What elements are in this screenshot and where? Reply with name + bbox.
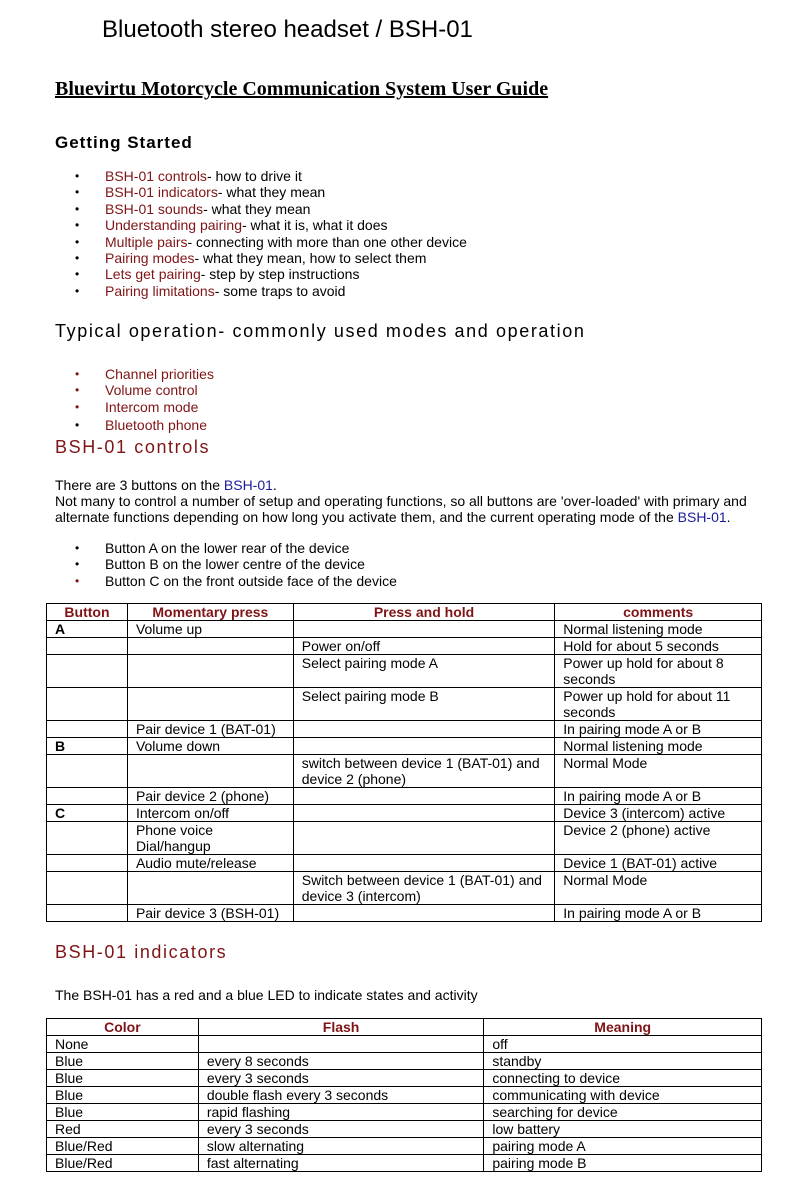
table-row xyxy=(47,788,762,805)
table-cell: Pair device 3 (BSH-01) xyxy=(127,905,293,922)
column-header: Press and hold xyxy=(293,604,555,621)
table-row xyxy=(47,688,762,721)
list-item: • Pairing modes- what they mean, how to select them xyxy=(75,249,427,266)
controls-intro: There are 3 buttons on the BSH-01. xyxy=(55,477,277,493)
table-row xyxy=(47,1155,762,1172)
table-cell xyxy=(127,638,293,655)
table-cell: Device 3 (intercom) active xyxy=(555,805,762,822)
bullet-icon: • xyxy=(75,573,80,588)
table-cell: In pairing mode A or B xyxy=(555,905,762,922)
table-row xyxy=(47,1087,762,1104)
bullet-icon: • xyxy=(75,541,80,555)
table-cell xyxy=(198,1036,484,1053)
table-cell: Volume up xyxy=(127,621,293,638)
table-cell: Phone voice Dial/hangup xyxy=(127,822,293,855)
column-header: comments xyxy=(555,604,762,621)
toc-link[interactable]: Pairing limitations xyxy=(105,282,215,299)
table-cell xyxy=(47,905,128,922)
table-cell: Device 2 (phone) active xyxy=(555,822,762,855)
table-cell: C xyxy=(47,805,128,822)
table-cell xyxy=(127,755,293,788)
indicators-table xyxy=(46,1018,762,1172)
table-cell: Normal Mode xyxy=(555,755,762,788)
table-cell xyxy=(47,872,128,905)
list-item: • Button A on the lower rear of the device xyxy=(75,540,350,556)
table-cell xyxy=(293,822,555,855)
indicators-heading: BSH-01 indicators xyxy=(55,942,228,962)
table-cell: Blue/Red xyxy=(47,1138,199,1155)
table-cell: Blue xyxy=(47,1087,199,1104)
table-cell: Switch between device 1 (BAT-01) and device 3 (intercom) xyxy=(293,872,555,905)
table-row xyxy=(47,638,762,655)
column-header: Flash xyxy=(198,1019,484,1036)
table-cell: low battery xyxy=(484,1121,762,1138)
list-item xyxy=(55,382,755,398)
table-cell xyxy=(47,638,128,655)
table-cell: Power on/off xyxy=(293,638,555,655)
table-cell: Normal listening mode xyxy=(555,621,762,638)
table-cell: fast alternating xyxy=(198,1155,484,1172)
list-item xyxy=(55,399,755,415)
toc-link[interactable]: BSH-01 indicators xyxy=(105,184,218,201)
table-row xyxy=(47,1138,762,1155)
table-cell: B xyxy=(47,738,128,755)
table-cell: slow alternating xyxy=(198,1138,484,1155)
button-location-list xyxy=(55,540,755,589)
typical-operation-heading: Typical operation- commonly used modes and operation xyxy=(55,321,586,341)
bullet-icon: • xyxy=(75,185,80,200)
column-header: Meaning xyxy=(484,1019,762,1036)
table-header-row xyxy=(47,1019,762,1036)
toc-link[interactable]: Lets get pairing xyxy=(105,266,201,283)
table-cell xyxy=(127,655,293,688)
table-cell: Power up hold for about 8 seconds xyxy=(555,655,762,688)
table-cell: Blue xyxy=(47,1053,199,1070)
controls-table xyxy=(46,603,762,922)
table-cell: every 3 seconds xyxy=(198,1121,484,1138)
table-row xyxy=(47,872,762,905)
list-item: • Understanding pairing- what it is, what it does xyxy=(75,217,388,234)
toc-link[interactable]: Intercom mode xyxy=(105,398,199,415)
table-cell: double flash every 3 seconds xyxy=(198,1087,484,1104)
list-item: • Multiple pairs- connecting with more than one other device xyxy=(75,233,467,250)
list-item: • BSH-01 indicators- what they mean xyxy=(75,184,326,201)
table-cell: Audio mute/release xyxy=(127,855,293,872)
table-cell: Power up hold for about 11 seconds xyxy=(555,688,762,721)
toc-link[interactable]: Multiple pairs xyxy=(105,233,188,250)
table-cell: Blue xyxy=(47,1070,199,1087)
bullet-icon: • xyxy=(75,557,80,572)
bullet-icon: • xyxy=(75,267,80,282)
table-row xyxy=(47,621,762,638)
bullet-icon: • xyxy=(75,418,80,433)
table-cell xyxy=(293,905,555,922)
table-cell xyxy=(47,855,128,872)
toc-link[interactable]: Channel priorities xyxy=(105,366,214,382)
table-cell: standby xyxy=(484,1053,762,1070)
toc-link[interactable]: Understanding pairing xyxy=(105,217,242,234)
bsh-01-link[interactable]: BSH-01 xyxy=(223,477,273,493)
table-cell: Normal Mode xyxy=(555,872,762,905)
table-cell: Select pairing mode B xyxy=(293,688,555,721)
table-cell: Select pairing mode A xyxy=(293,655,555,688)
table-cell: Pair device 1 (BAT-01) xyxy=(127,721,293,738)
bullet-icon: • xyxy=(75,283,80,298)
table-cell: Device 1 (BAT-01) active xyxy=(555,855,762,872)
bullet-icon: • xyxy=(75,201,80,216)
table-row xyxy=(47,905,762,922)
table-cell: communicating with device xyxy=(484,1087,762,1104)
table-cell xyxy=(293,855,555,872)
bullet-icon: • xyxy=(75,250,80,265)
bullet-icon: • xyxy=(75,169,80,183)
table-cell: Volume down xyxy=(127,738,293,755)
bsh-01-link[interactable]: BSH-01 xyxy=(677,509,727,526)
table-cell: In pairing mode A or B xyxy=(555,788,762,805)
bullet-icon: • xyxy=(75,399,80,414)
table-row xyxy=(47,1070,762,1087)
table-cell: off xyxy=(484,1036,762,1053)
toc-link[interactable]: Volume control xyxy=(105,382,198,399)
toc-link[interactable]: Pairing modes xyxy=(105,249,195,266)
table-cell: A xyxy=(47,621,128,638)
table-cell xyxy=(47,688,128,721)
table-cell: every 8 seconds xyxy=(198,1053,484,1070)
table-cell: rapid flashing xyxy=(198,1104,484,1121)
toc-link[interactable]: BSH-01 controls xyxy=(105,168,207,184)
table-cell xyxy=(293,788,555,805)
list-item: • Lets get pairing- step by step instructions xyxy=(75,266,360,283)
column-header: Momentary press xyxy=(127,604,293,621)
list-item: • Button B on the lower centre of the device xyxy=(75,556,365,573)
list-item xyxy=(55,417,755,433)
toc-link[interactable]: BSH-01 sounds xyxy=(105,200,204,217)
getting-started-heading: Getting Started xyxy=(55,133,193,152)
guide-title: Bluevirtu Motorcycle Communication System User Guide xyxy=(55,78,549,100)
bullet-icon: • xyxy=(75,367,80,381)
bullet-icon: • xyxy=(75,218,80,233)
table-row xyxy=(47,1121,762,1138)
table-cell: Intercom on/off xyxy=(127,805,293,822)
typical-operation-list xyxy=(55,366,755,434)
table-header-row xyxy=(47,604,762,621)
column-header: Color xyxy=(47,1019,199,1036)
list-item: • Button C on the front outside face of the device xyxy=(75,572,397,589)
document-title: Bluetooth stereo headset / BSH-01 xyxy=(102,16,473,43)
toc-link[interactable]: Bluetooth phone xyxy=(105,417,207,434)
controls-paragraph: Not many to control a number of setup and operating functions, so all buttons are 'over-loaded' with primary and alternate functions depending on how long you activate them, and the current operating mode of the BSH-01. xyxy=(55,493,747,526)
table-cell xyxy=(293,621,555,638)
table-cell xyxy=(47,755,128,788)
table-row xyxy=(47,855,762,872)
table-row xyxy=(47,1036,762,1053)
table-cell xyxy=(127,688,293,721)
table-cell xyxy=(293,805,555,822)
table-cell: connecting to device xyxy=(484,1070,762,1087)
table-cell: In pairing mode A or B xyxy=(555,721,762,738)
table-cell xyxy=(47,655,128,688)
table-row xyxy=(47,738,762,755)
table-cell: switch between device 1 (BAT-01) and device 2 (phone) xyxy=(293,755,555,788)
list-item: • BSH-01 controls- how to drive it xyxy=(75,168,302,184)
table-row xyxy=(47,1104,762,1121)
getting-started-list xyxy=(55,168,755,299)
table-cell xyxy=(47,822,128,855)
table-cell: Blue/Red xyxy=(47,1155,199,1172)
indicators-intro: The BSH-01 has a red and a blue LED to indicate states and activity xyxy=(55,987,478,1003)
table-cell: Hold for about 5 seconds xyxy=(555,638,762,655)
table-cell xyxy=(293,738,555,755)
table-cell: pairing mode A xyxy=(484,1138,762,1155)
table-cell: every 3 seconds xyxy=(198,1070,484,1087)
bullet-icon: • xyxy=(75,234,80,249)
list-item: • Pairing limitations- some traps to avoid xyxy=(75,282,346,299)
table-row xyxy=(47,1053,762,1070)
table-cell: None xyxy=(47,1036,199,1053)
bullet-icon: • xyxy=(75,383,80,398)
table-row xyxy=(47,721,762,738)
table-cell xyxy=(47,788,128,805)
controls-heading: BSH-01 controls xyxy=(55,437,211,457)
table-cell: Blue xyxy=(47,1104,199,1121)
table-cell xyxy=(47,721,128,738)
table-cell: Pair device 2 (phone) xyxy=(127,788,293,805)
column-header: Button xyxy=(47,604,128,621)
table-cell xyxy=(127,872,293,905)
table-row xyxy=(47,755,762,788)
table-cell: Normal listening mode xyxy=(555,738,762,755)
list-item: • BSH-01 sounds- what they mean xyxy=(75,200,311,217)
list-item xyxy=(55,366,755,382)
table-cell xyxy=(293,721,555,738)
table-row xyxy=(47,655,762,688)
table-cell: pairing mode B xyxy=(484,1155,762,1172)
table-row xyxy=(47,822,762,855)
table-row xyxy=(47,805,762,822)
table-cell: Red xyxy=(47,1121,199,1138)
table-cell: searching for device xyxy=(484,1104,762,1121)
